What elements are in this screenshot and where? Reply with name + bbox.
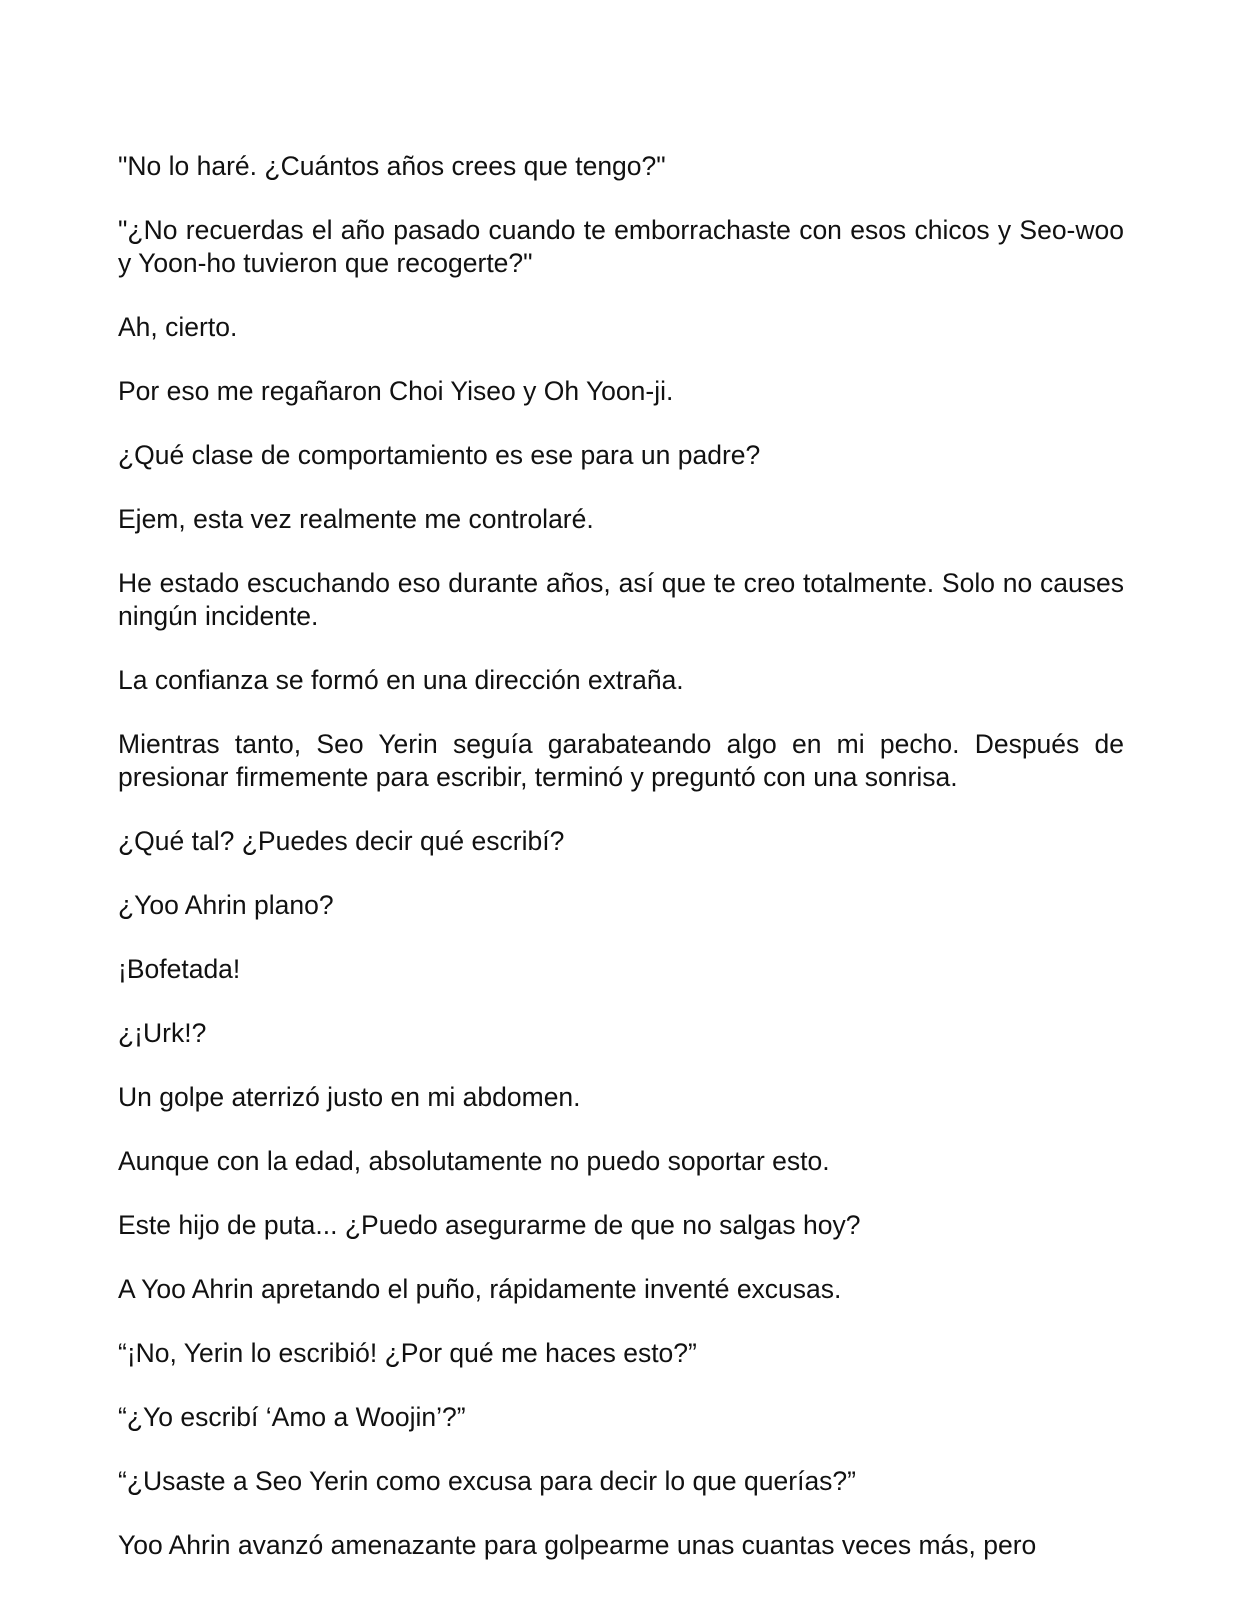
paragraph: Ejem, esta vez realmente me controlaré.: [118, 504, 594, 534]
paragraph: ¡Bofetada!: [118, 954, 241, 984]
paragraph: Por eso me regañaron Choi Yiseo y Oh Yoon-ji.: [118, 376, 674, 406]
paragraph: A Yoo Ahrin apretando el puño, rápidamente inventé excusas.: [118, 1274, 842, 1304]
paragraph: “¿Yo escribí ‘Amo a Woojin’?”: [118, 1402, 466, 1432]
paragraph: ¿Qué tal? ¿Puedes decir qué escribí?: [118, 826, 565, 856]
paragraph: Yoo Ahrin avanzó amenazante para golpearme unas cuantas veces más, pero: [118, 1530, 1037, 1560]
paragraph: He estado escuchando eso durante años, así que te creo totalmente. Solo no causes ningún incidente.: [118, 568, 1124, 631]
paragraph: “¡No, Yerin lo escribió! ¿Por qué me haces esto?”: [118, 1338, 697, 1368]
paragraph: ¿Qué clase de comportamiento es ese para un padre?: [118, 440, 761, 470]
paragraph: Mientras tanto, Seo Yerin seguía garabateando algo en mi pecho. Después de presionar firmemente para escribir, terminó y preguntó con una sonrisa.: [118, 729, 1124, 792]
paragraph: "¿No recuerdas el año pasado cuando te emborrachaste con esos chicos y Seo-woo y Yoon-ho tuvieron que recogerte?": [118, 215, 1124, 278]
paragraph: Un golpe aterrizó justo en mi abdomen.: [118, 1082, 581, 1112]
paragraph: Ah, cierto.: [118, 312, 238, 342]
paragraph: "No lo haré. ¿Cuántos años crees que tengo?": [118, 151, 666, 181]
paragraph: Aunque con la edad, absolutamente no puedo soportar esto.: [118, 1146, 830, 1176]
paragraph: Este hijo de puta... ¿Puedo asegurarme de que no salgas hoy?: [118, 1210, 861, 1240]
text-body: [118, 150, 1124, 1593]
paragraph: ¿Yoo Ahrin plano?: [118, 890, 334, 920]
paragraph: “¿Usaste a Seo Yerin como excusa para decir lo que querías?”: [118, 1466, 856, 1496]
paragraph: ¿¡Urk!?: [118, 1018, 207, 1048]
paragraph: La confianza se formó en una dirección extraña.: [118, 665, 684, 695]
